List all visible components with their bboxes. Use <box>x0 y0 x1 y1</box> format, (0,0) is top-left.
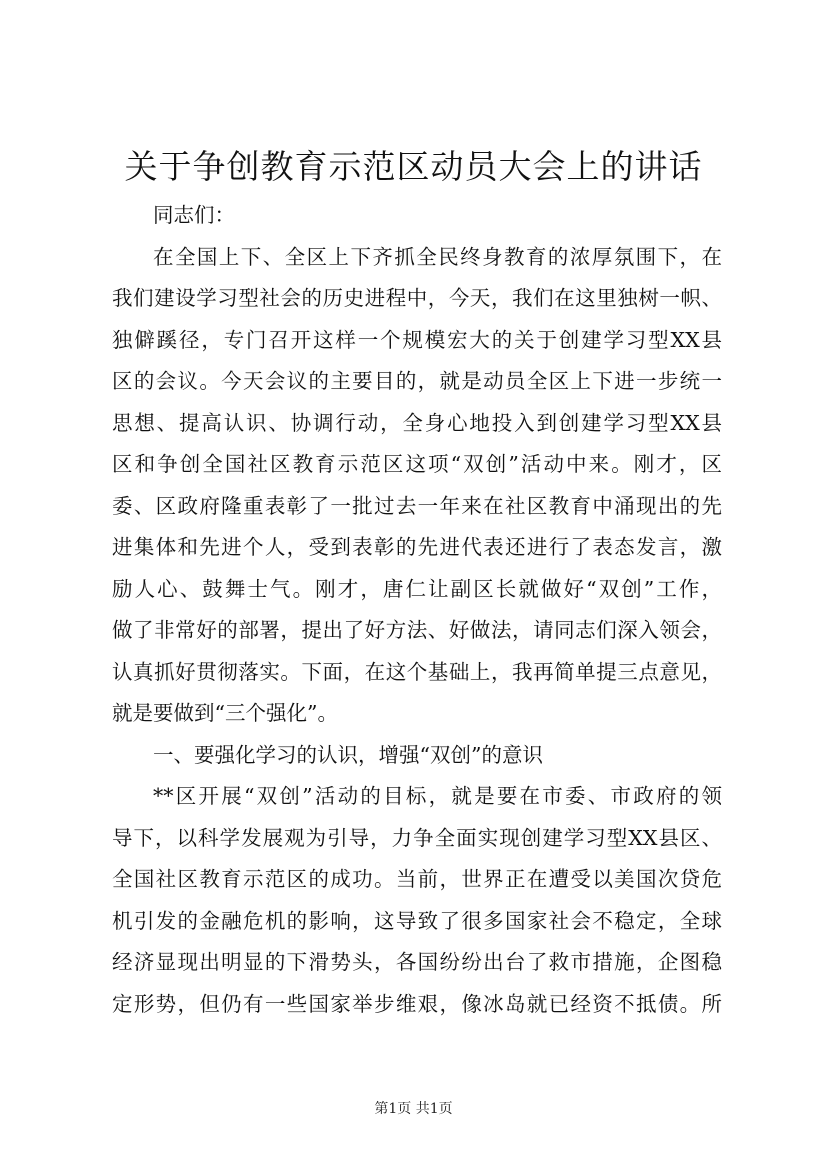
body-line: 思想、提高认识、协调行动，全身心地投入到创建学习型XX县 <box>112 410 722 435</box>
body-line: 做了非常好的部署，提出了好方法、好做法，请同志们深入领会， <box>112 618 722 642</box>
body-line: 在全国上下、全区上下齐抓全民终身教育的浓厚氛围下，在 <box>153 244 722 269</box>
body-line: 进集体和先进个人，受到表彰的先进代表还进行了表态发言，激 <box>112 535 722 559</box>
body-line: 励人心、鼓舞士气。刚才，唐仁让副区长就做好“双创”工作， <box>112 576 722 601</box>
body-line: 机引发的金融危机的影响，这导致了很多国家社会不稳定，全球 <box>112 908 722 933</box>
page-number-footer: 第1页 共1页 <box>374 1101 453 1117</box>
body-line: 导下，以科学发展观为引导，力争全面实现创建学习型XX县区、 <box>112 825 722 850</box>
body-line: 经济显现出明显的下滑势头，各国纷纷出台了救市措施，企图稳 <box>112 950 722 974</box>
section-heading: 一、要强化学习的认识，增强“双创”的意识 <box>153 742 543 767</box>
body-line: 就是要做到“三个强化”。 <box>112 701 338 725</box>
body-line: 我们建设学习型社会的历史进程中，今天，我们在这里独树一帜、 <box>112 286 722 310</box>
body-line: 区和争创全国社区教育示范区这项“双创”活动中来。刚才，区 <box>112 452 722 476</box>
body-line: **区开展“双创”活动的目标，就是要在市委、市政府的领 <box>153 784 722 808</box>
body-line: 认真抓好贯彻落实。下面，在这个基础上，我再简单提三点意见， <box>112 659 722 684</box>
body-line: 委、区政府隆重表彰了一批过去一年来在社区教育中涌现出的先 <box>112 493 722 518</box>
body-line: 定形势，但仍有一些国家举步维艰，像冰岛就已经资不抵债。所 <box>112 991 722 1016</box>
body-line: 全国社区教育示范区的成功。当前，世界正在遭受以美国次贷危 <box>112 867 722 891</box>
salutation-line: 同志们： <box>153 203 235 227</box>
body-line: 独僻蹊径，专门召开这样一个规模宏大的关于创建学习型XX县 <box>112 327 722 352</box>
document-body <box>112 195 722 1025</box>
document-title: 关于争创教育示范区动员大会上的讲话 <box>124 147 703 186</box>
body-line: 区的会议。今天会议的主要目的，就是动员全区上下进一步统一 <box>112 369 722 393</box>
